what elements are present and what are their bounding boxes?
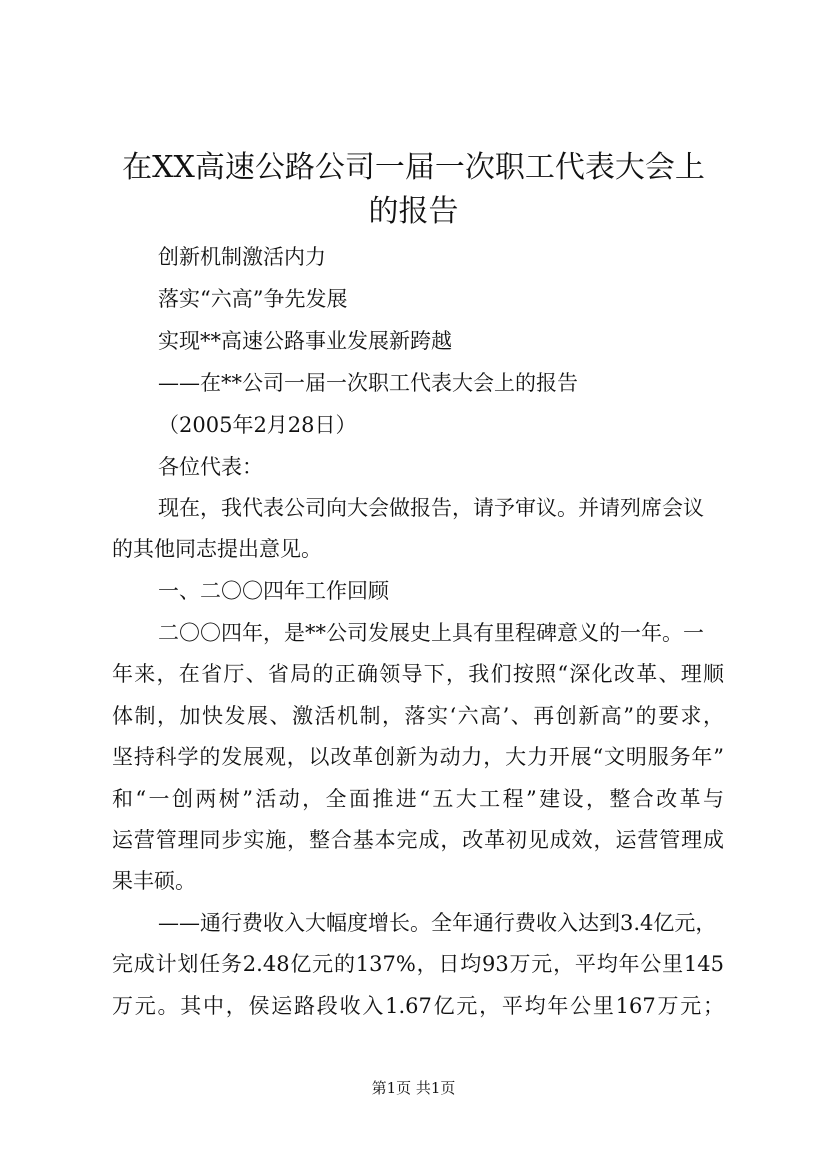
subtitle-line-1: 创新机制激活内力 — [158, 245, 326, 269]
paragraph-line: 体制，加快发展、激活机制，落实‘六高’、再创新高”的要求， — [112, 704, 724, 728]
subtitle-line-3: 实现**高速公路事业发展新跨越 — [158, 329, 452, 353]
paragraph-line: 的其他同志提出意见。 — [112, 537, 322, 561]
paragraph-line: 运营管理同步实施，整合基本完成，改革初见成效，运营管理成 — [112, 828, 724, 852]
paragraph-line: 坚持科学的发展观，以改革创新为动力，大力开展“文明服务年” — [112, 745, 724, 769]
paragraph-line: 二〇〇四年，是**公司发展史上具有里程碑意义的一年。一 — [158, 621, 704, 645]
paragraph-line: 完成计划任务2.48亿元的137%，日均93万元，平均年公里145 — [112, 952, 724, 976]
section-heading: 一、二〇〇四年工作回顾 — [158, 579, 389, 603]
paragraph-line: 和“一创两树”活动，全面推进“五大工程”建设，整合改革与 — [112, 787, 724, 811]
subtitle-line-2: 落实“六高”争先发展 — [158, 287, 348, 311]
document-title-line-1: 在XX高速公路公司一届一次职工代表大会上 — [122, 150, 705, 185]
paragraph-line: ——通行费收入大幅度增长。全年通行费收入达到3.4亿元， — [158, 911, 717, 935]
document-title-line-2: 的报告 — [368, 194, 459, 229]
paragraph-line: 万元。其中，侯运路段收入1.67亿元，平均年公里167万元； — [112, 994, 724, 1018]
page-footer: 第1页 共1页 — [371, 1079, 456, 1097]
paragraph-line: 年来，在省厅、省局的正确领导下，我们按照“深化改革、理顺 — [112, 662, 724, 686]
report-byline: ——在**公司一届一次职工代表大会上的报告 — [158, 371, 578, 395]
paragraph-line: 果丰硕。 — [112, 869, 196, 893]
salutation: 各位代表： — [158, 455, 263, 479]
paragraph-line: 现在，我代表公司向大会做报告，请予审议。并请列席会议 — [158, 496, 704, 520]
report-date: （2005年2月28日） — [158, 413, 357, 437]
